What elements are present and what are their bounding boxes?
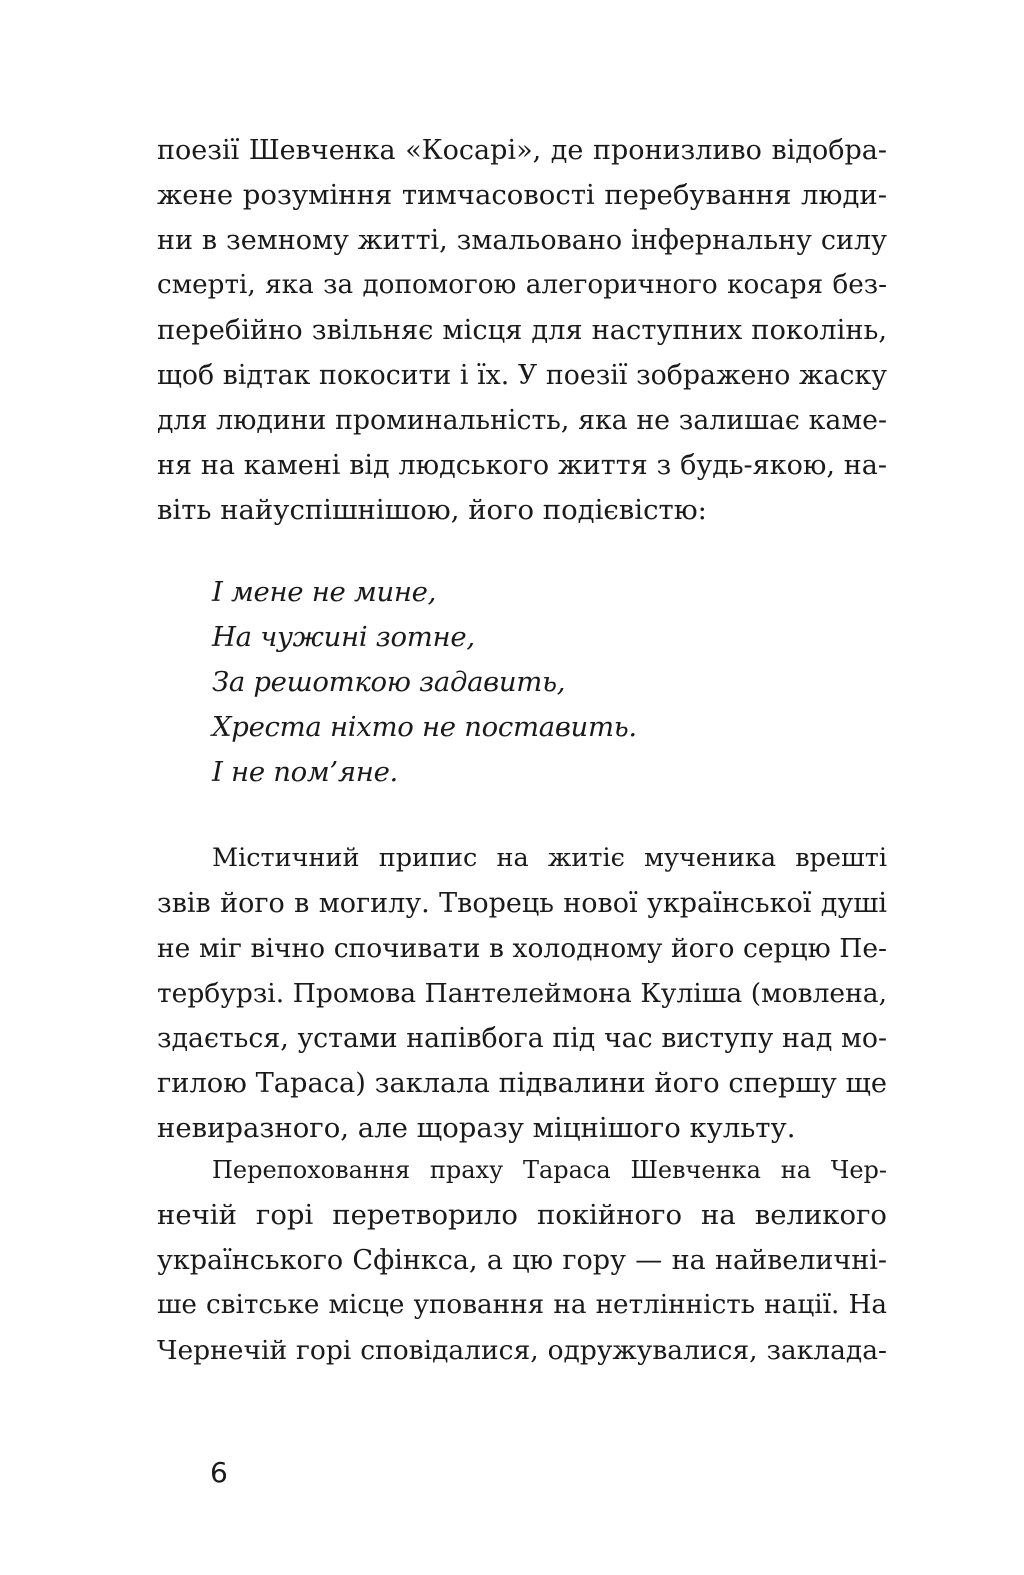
text-line: Містичний припис на житіє мученика врешті: [212, 843, 887, 873]
poem-verse: І мене не мине,: [212, 576, 437, 608]
text-line: Чернечій горі сповідалися, одружувалися, заклада-: [157, 1335, 887, 1366]
text-line: невиразного, але щоразу міцнішого культу.: [157, 1112, 796, 1144]
poem-verse: І не пом’яне.: [212, 756, 398, 788]
text-line: жене розуміння тимчасовості перебування люди-: [157, 179, 887, 211]
text-line: віть найуспішнішою, його подієвістю:: [157, 494, 707, 526]
poem-verse: Хреста ніхто не поставить.: [212, 711, 637, 743]
text-line: українського Сфінкса, а цю гору — на найвеличні-: [157, 1245, 887, 1276]
text-line: ня на камені від людського життя з будь-якою, на-: [157, 450, 887, 481]
paragraph-2: [157, 836, 887, 1151]
text-line: нечій горі перетворило покійного на великого: [157, 1199, 887, 1231]
text-line: смерті, яка за допомогою алегоричного косаря без-: [157, 270, 887, 300]
text-line: тербурзі. Промова Пантелеймона Куліша (мовлена,: [157, 978, 887, 1009]
poem-quote: [212, 570, 812, 795]
text-line: для людини проминальність, яка не залишає каме-: [157, 405, 887, 436]
text-line: поезії Шевченка «Косарі», де пронизливо відобра-: [157, 135, 887, 166]
text-line: ше світське місце уповання на нетлінність нації. На: [157, 1290, 887, 1320]
text-line: перебійно звільняє місця для наступних поколінь,: [157, 315, 887, 346]
text-line: здається, устами напівбога під час виступу над мо-: [157, 1023, 887, 1054]
text-line: не міг вічно спочивати в холодному його серцю Пе-: [157, 933, 887, 964]
text-line: гилою Тараса) заклала підвалини його спершу ще: [157, 1068, 887, 1099]
text-line: Перепоховання праху Тараса Шевченка на Чер-: [212, 1156, 887, 1184]
paragraph-1: [157, 128, 887, 533]
page-number: 6: [210, 1456, 228, 1489]
poem-verse: За решоткою задавить,: [212, 666, 566, 698]
paragraph-3: [157, 1148, 887, 1373]
text-line: звів його в могилу. Творець нової української душі: [157, 888, 887, 919]
text-line: щоб відтак покосити і їх. У поезії зображено жаску: [157, 360, 887, 391]
poem-verse: На чужині зотне,: [212, 621, 475, 653]
text-line: ни в земному житті, змальовано інфернальну силу: [157, 225, 887, 256]
